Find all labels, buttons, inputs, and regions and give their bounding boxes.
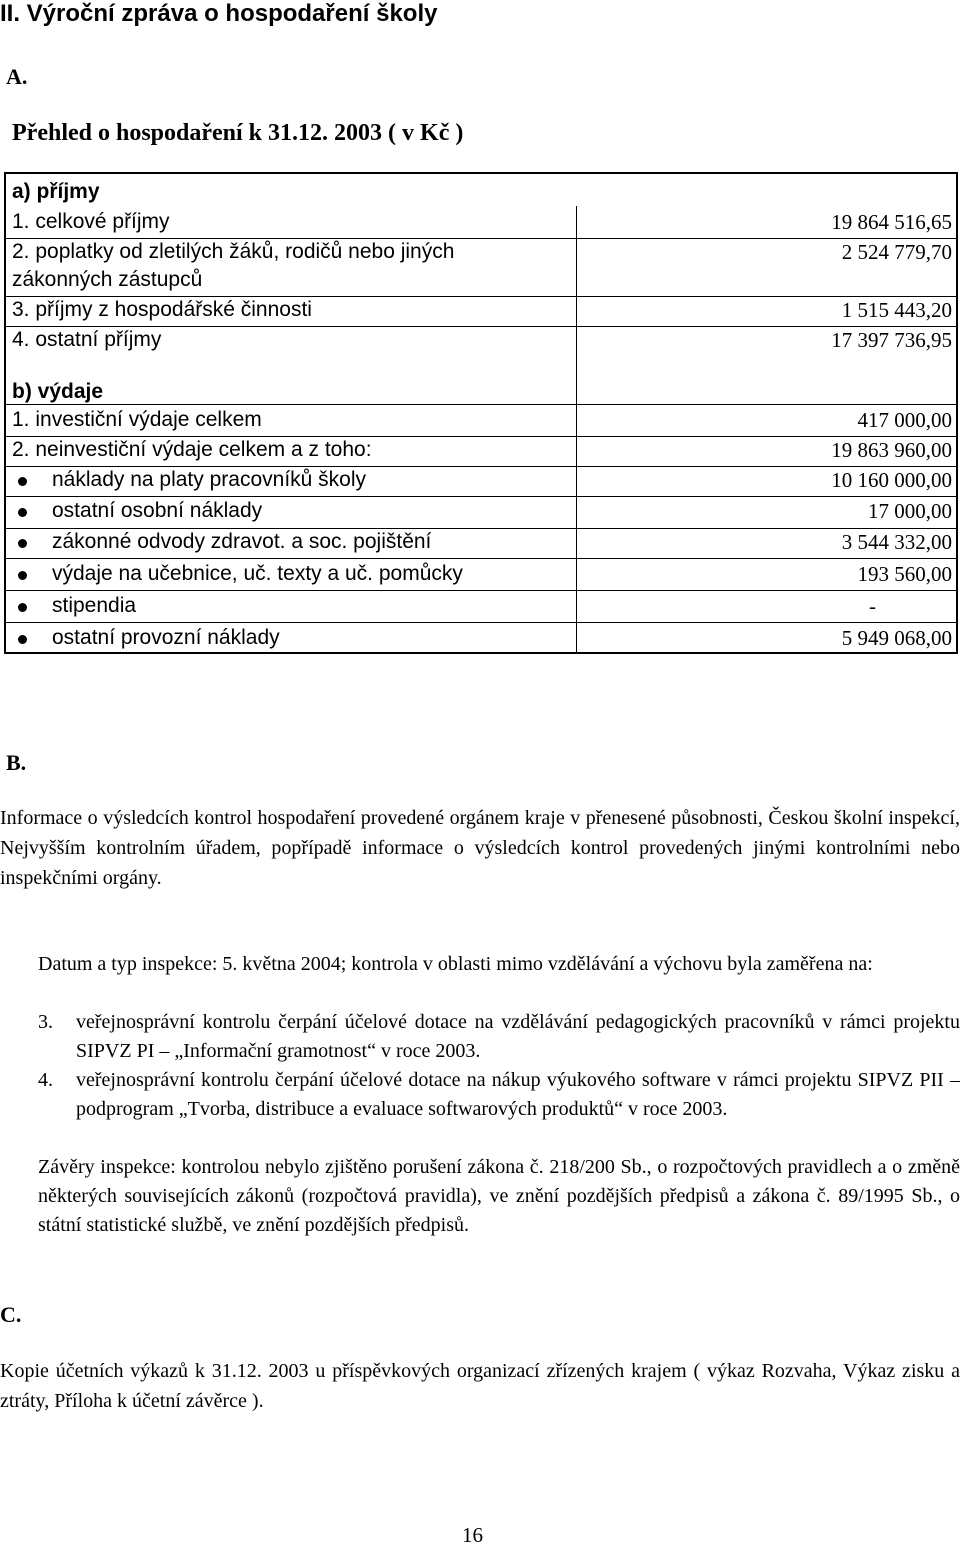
expense-item-label: výdaje na učebnice, uč. texty a uč. pomůcky (52, 562, 463, 585)
row-rule (6, 326, 956, 327)
expense-item-value: - (869, 594, 876, 618)
section-a-label: A. (6, 64, 28, 89)
section-b-label: B. (6, 750, 27, 775)
income-label-continued: zákonných zástupců (12, 268, 203, 291)
bullet-icon (18, 477, 27, 486)
bullet-icon (18, 603, 27, 612)
inspection-item-text: veřejnosprávní kontrolu čerpání účelové dotace na vzdělávání pedagogických pracovníků v rámci projektu SIPVZ PI – „Informační gramotnost“ v roce 2003. (76, 1011, 960, 1062)
inspection-item-text: veřejnosprávní kontrolu čerpání účelové dotace na nákup výukového software v rámci projektu SIPVZ PII – podprogram „Tvorba, distribuce a evaluace softwarových produktů“ v roce 2003. (76, 1069, 960, 1120)
finance-table (4, 172, 958, 654)
row-rule (6, 622, 956, 623)
section-b-paragraph: Informace o výsledcích kontrol hospodaření provedené orgánem kraje v přenesené působnosti, Českou školní inspekcí, Nejvyšším kontrolním úřadem, popřípadě informace o výsledcích kontrol provedených jinými kontrolními nebo inspekčními orgány. (0, 807, 960, 889)
expense-item-value: 193 560,00 (857, 562, 952, 586)
inspection-conclusions: Závěry inspekce: kontrolou nebylo zjištěno porušení zákona č. 218/200 Sb., o rozpočtových pravidlech a o změně některých souvisejících zákonů (rozpočtová pravidla), ve znění pozdějších předpisů a zákona č. 89/1995 Sb., o státní statistické službě, ve znění pozdějších předpisů. (38, 1156, 960, 1236)
income-header: a) příjmy (12, 180, 100, 203)
income-label: 2. poplatky od zletilých žáků, rodičů nebo jiných (12, 240, 455, 263)
inspection-item-number: 4. (38, 1069, 53, 1091)
bullet-icon (18, 539, 27, 548)
row-rule (6, 296, 956, 297)
income-value: 2 524 779,70 (841, 240, 952, 264)
income-value: 17 397 736,95 (831, 328, 952, 352)
inspection-intro: Datum a typ inspekce: 5. května 2004; kontrola v oblasti mimo vzdělávání a výchovu byla zaměřena na: (38, 953, 873, 975)
inspection-item-number: 3. (38, 1011, 53, 1033)
row-rule (6, 558, 956, 559)
income-label: 4. ostatní příjmy (12, 328, 162, 351)
income-value: 19 864 516,65 (831, 210, 952, 234)
expense-value: 19 863 960,00 (831, 438, 952, 462)
row-rule (6, 238, 956, 239)
expense-item-value: 5 949 068,00 (841, 626, 952, 650)
bullet-icon (18, 571, 27, 580)
expense-item-value: 10 160 000,00 (831, 468, 952, 492)
expense-label: 2. neinvestiční výdaje celkem a z toho: (12, 438, 372, 461)
row-rule (6, 436, 956, 437)
section-c-label: C. (0, 1302, 22, 1327)
section-c-paragraph: Kopie účetních výkazů k 31.12. 2003 u příspěvkových organizací zřízených krajem ( výkaz Rozvaha, Výkaz zisku a ztráty, Příloha k účetní závěrce ). (0, 1360, 960, 1412)
expense-item-label: náklady na platy pracovníků školy (52, 468, 367, 491)
bullet-icon (18, 508, 27, 517)
expense-item-label: stipendia (52, 594, 137, 617)
expense-item-value: 17 000,00 (868, 499, 952, 523)
income-value: 1 515 443,20 (841, 298, 952, 322)
page-heading: II. Výroční zpráva o hospodaření školy (0, 0, 438, 27)
row-rule (6, 404, 956, 405)
income-label: 3. příjmy z hospodářské činnosti (12, 298, 312, 321)
page-number: 16 (462, 1523, 483, 1547)
expense-item-value: 3 544 332,00 (841, 530, 952, 554)
income-label: 1. celkové příjmy (12, 210, 170, 233)
column-divider (576, 404, 577, 654)
expense-value: 417 000,00 (857, 408, 952, 432)
row-rule (6, 466, 956, 467)
row-rule (6, 528, 956, 529)
row-rule (6, 590, 956, 591)
bullet-icon (18, 635, 27, 644)
row-rule (6, 496, 956, 497)
expense-item-label: ostatní provozní náklady (52, 626, 280, 649)
overview-title: Přehled o hospodaření k 31.12. 2003 ( v Kč ) (12, 120, 464, 146)
expense-item-label: ostatní osobní náklady (52, 499, 263, 522)
expense-label: 1. investiční výdaje celkem (12, 408, 262, 431)
expense-item-label: zákonné odvody zdravot. a soc. pojištění (52, 530, 432, 553)
expense-header: b) výdaje (12, 380, 104, 403)
